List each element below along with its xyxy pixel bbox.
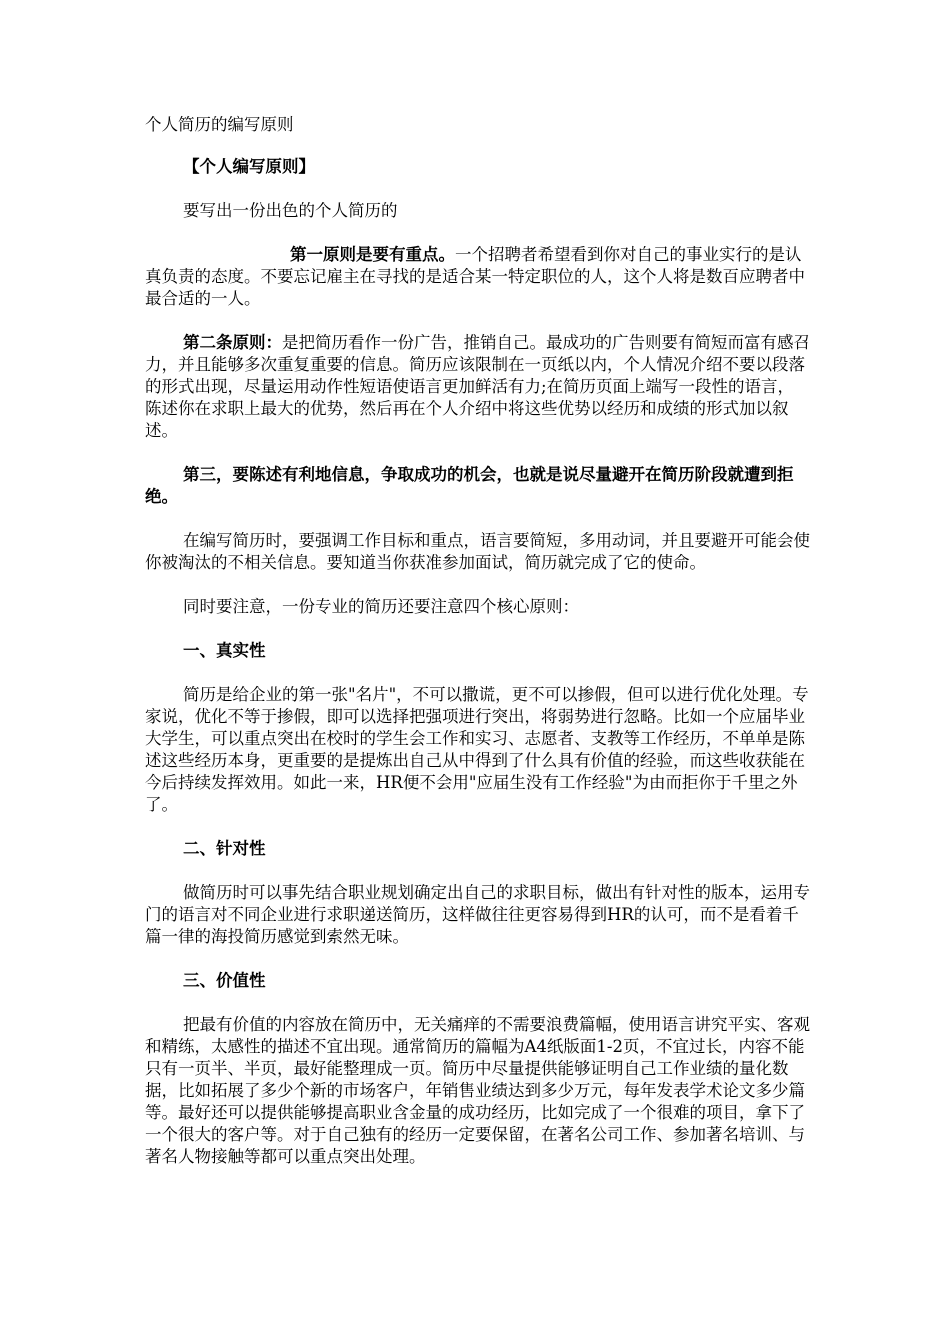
core-2-heading: 二、针对性 <box>183 839 266 858</box>
document-title: 个人简历的编写原则 <box>145 115 294 134</box>
section-heading: 【个人编写原则】 <box>183 157 315 176</box>
principle-1-text: 一个招聘者希望看到你对自己的事业实行的是认真负责的态度。不要忘记雇主在寻找的是适合某一特定职位的人，这个人将是数百应聘者中最合适的一人。 <box>145 245 805 308</box>
principle-3-paragraph: 第三，要陈述有利地信息，争取成功的机会，也就是说尽量避开在简历阶段就遭到拒绝。 <box>145 465 794 506</box>
document-page <box>145 114 810 1190</box>
writing-paragraph: 在编写简历时，要强调工作目标和重点，语言要简短，多用动词，并且要避开可能会使你被淘汰的不相关信息。要知道当你获准参加面试，简历就完成了它的使命。 <box>145 531 810 572</box>
principle-2-lead: 第二条原则： <box>183 333 282 352</box>
core-3-text: 把最有价值的内容放在简历中，无关痛痒的不需要浪费篇幅，使用语言讲究平实、客观和精练，太感性的描述不宜出现。通常简历的篇幅为A4纸版面1-2页，不宜过长，内容不能只有一页半、半页，最好能整理成一页。简历中尽量提供能够证明自己工作业绩的量化数据，比如拓展了多少个新的市场客户，年销售业绩达到多少万元，每年发表学术论文多少篇等。最好还可以提供能够提高职业含金量的成功经历，比如完成了一个很难的项目，拿下了一个很大的客户等。对于自己独有的经历一定要保留，在著名公司工作、参加著名培训、与著名人物接触等都可以重点突出处理。 <box>145 1015 810 1166</box>
core-1-heading: 一、真实性 <box>183 641 266 660</box>
core-3-heading: 三、价值性 <box>183 971 266 990</box>
principle-2-text: 是把简历看作一份广告，推销自己。最成功的广告则要有简短而富有感召力，并且能够多次重复重要的信息。简历应该限制在一页纸以内，个人情况介绍不要以段落的形式出现，尽量运用动作性短语使语言更加鲜活有力;在简历页面上端写一段性的语言，陈述你在求职上最大的优势，然后再在个人介绍中将这些优势以经历和成绩的形式加以叙述。 <box>145 333 810 440</box>
principle-1-paragraph <box>145 244 810 310</box>
core-principles-paragraph: 同时要注意，一份专业的简历还要注意四个核心原则： <box>183 597 579 616</box>
principle-1-spacer <box>145 245 290 264</box>
core-2-text: 做简历时可以事先结合职业规划确定出自己的求职目标，做出有针对性的版本，运用专门的语言对不同企业进行求职递送简历，这样做往往更容易得到HR的认可，而不是看着千篇一律的海投简历感觉到索然无味。 <box>145 883 810 946</box>
principle-1-lead: 第一原则是要有重点。 <box>290 245 455 264</box>
intro-paragraph: 要写出一份出色的个人简历的 <box>183 201 398 220</box>
principle-2-paragraph <box>145 332 810 442</box>
core-1-text: 简历是给企业的第一张"名片"，不可以撒谎，更不可以掺假，但可以进行优化处理。专家说，优化不等于掺假，即可以选择把强项进行突出，将弱势进行忽略。比如一个应届毕业大学生，可以重点突出在校时的学生会工作和实习、志愿者、支教等工作经历，不单单是陈述这些经历本身，更重要的是提炼出自己从中得到了什么具有价值的经验，而这些收获能在今后持续发挥效用。如此一来，HR便不会用"应届生没有工作经验"为由而拒你于千里之外了。 <box>145 685 809 814</box>
